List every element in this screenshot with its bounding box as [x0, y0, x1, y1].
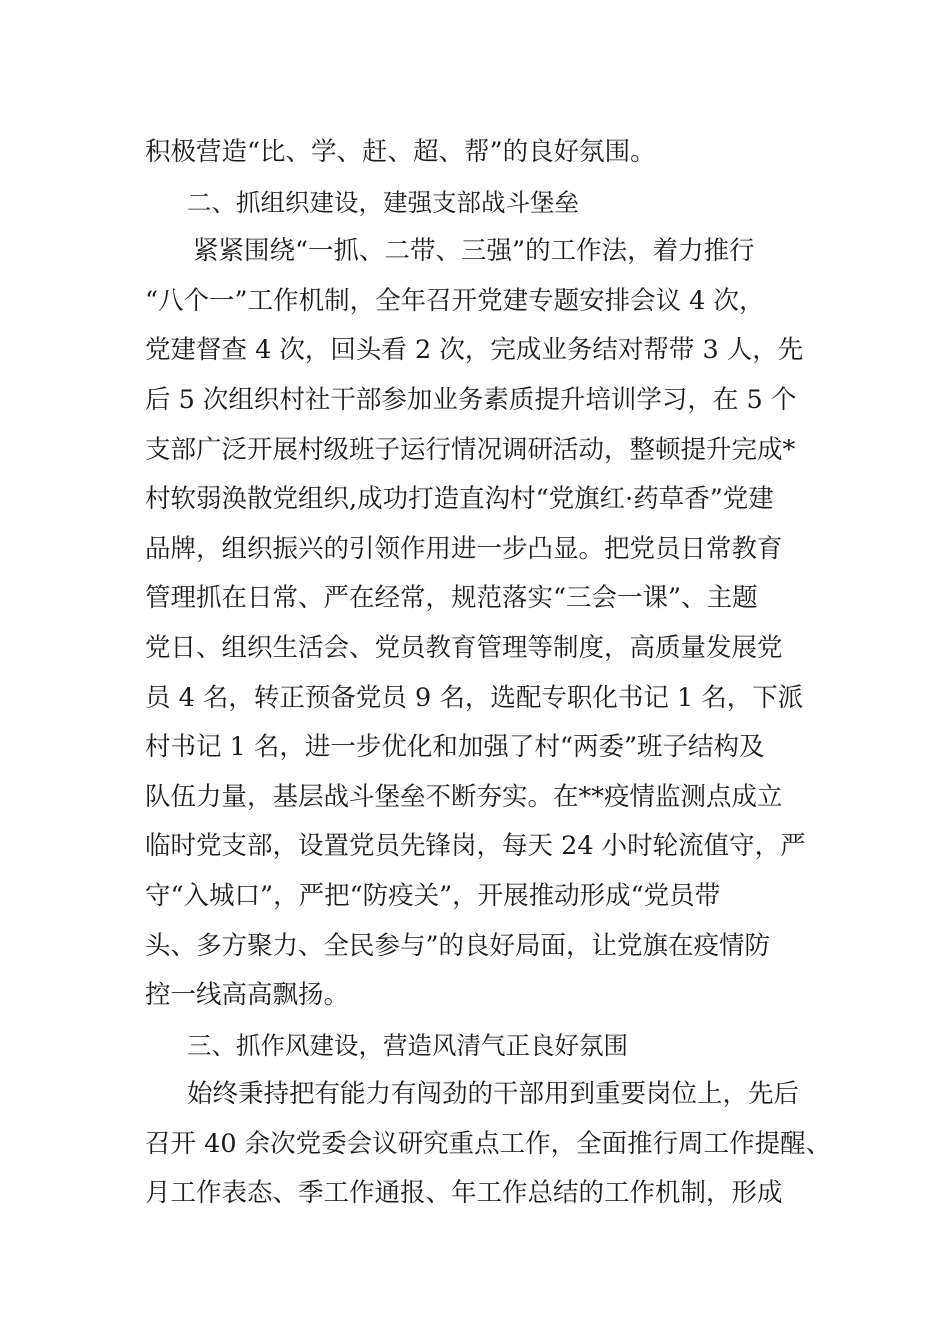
text-line: 紧紧围绕“一抓、二带、三强”的工作法，着力推行 [193, 236, 755, 267]
text-line: 临时党支部，设置党员先锋岗，每天 24 小时轮流值守，严 [145, 831, 806, 862]
paragraph-style [145, 1070, 832, 1219]
text-line: 党日、组织生活会、党员教育管理等制度，高质量发展党 [145, 632, 783, 663]
text-line: 村软弱涣散党组织,成功打造直沟村“党旗红·药草香”党建 [145, 484, 774, 515]
text-line: 二、抓组织建设，建强支部战斗堡垒 [187, 187, 579, 217]
document-body [145, 128, 832, 1219]
text-line: 三、抓作风建设，营造风清气正良好氛围 [187, 1030, 628, 1060]
text-line: 队伍力量，基层战斗堡垒不断夯实。在**疫情监测点成立 [145, 781, 783, 812]
section-heading-2 [145, 178, 825, 228]
text-line: 积极营造“比、学、赶、超、帮”的良好氛围。 [145, 137, 656, 167]
text-line: 头、多方聚力、全民参与”的良好局面，让党旗在疫情防 [145, 930, 771, 961]
text-line: 村书记 1 名，进一步优化和加强了村“两委”班子结构及 [145, 732, 765, 763]
text-line: 控一线高高飘扬。 [145, 980, 350, 1011]
text-line: 品牌，组织振兴的引领作用进一步凸显。把党员日常教育 [145, 533, 783, 564]
text-line: 召开 40 余次党委会议研究重点工作，全面推行周工作提醒、 [145, 1128, 832, 1159]
section-heading-3 [145, 1021, 825, 1071]
paragraph-continuation [145, 128, 825, 178]
text-line: “八个一”工作机制，全年召开党建专题安排会议 4 次， [145, 285, 765, 316]
text-line: 管理抓在日常、严在经常，规范落实“三会一课”、主题 [145, 583, 758, 614]
text-line: 支部广泛开展村级班子运行情况调研活动，整顿提升完成* [145, 434, 796, 465]
text-line: 守“入城口”，严把“防疫关”，开展推动形成“党员带 [145, 880, 721, 911]
text-line: 始终秉持把有能力有闯劲的干部用到重要岗位上，先后 [187, 1079, 800, 1110]
text-line: 党建督查 4 次，回头看 2 次，完成业务结对帮带 3 人，先 [145, 335, 804, 366]
paragraph-organization [145, 227, 825, 1021]
text-line: 后 5 次组织村社干部参加业务素质提升培训学习，在 5 个 [145, 384, 797, 415]
text-line: 员 4 名，转正预备党员 9 名，选配专职化书记 1 名，下派 [145, 682, 804, 713]
text-line: 月工作表态、季工作通报、年工作总结的工作机制，形成 [145, 1178, 783, 1209]
